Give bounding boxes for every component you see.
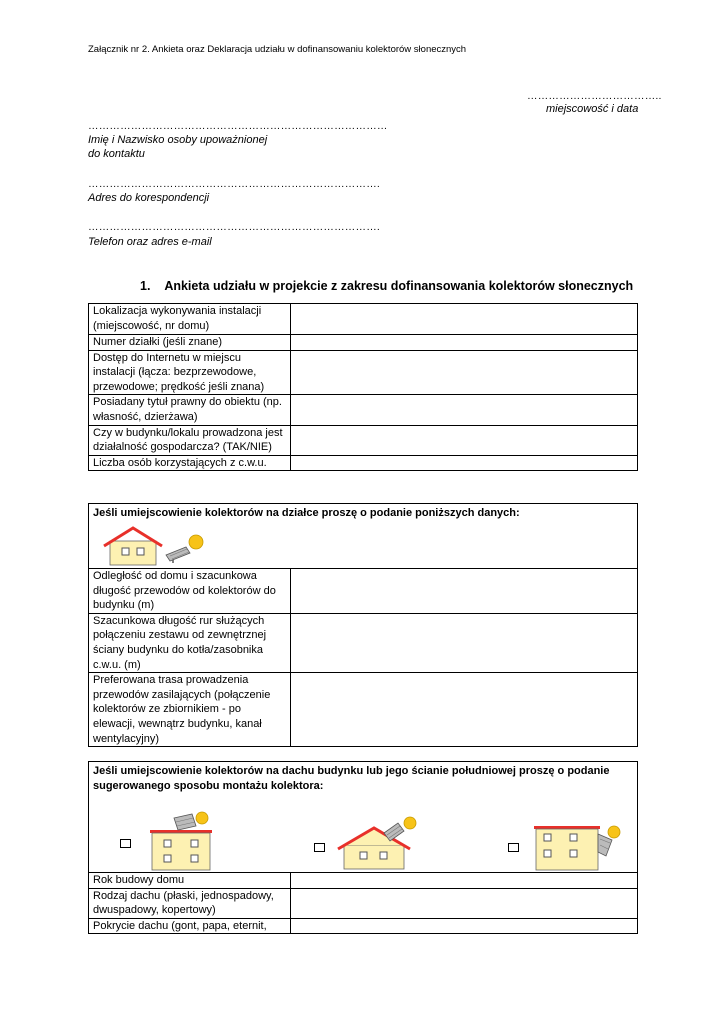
input-cell[interactable]: [291, 455, 638, 471]
table-row: [89, 888, 638, 918]
input-cell[interactable]: [291, 350, 638, 395]
plot-box-heading: Jeśli umiejscowienie kolektorów na działce proszę o podanie poniższych danych:: [93, 507, 520, 519]
contact-phone-dots: ……………………………………………………………………….: [88, 221, 381, 233]
row-label: Numer działki (jeśli znane): [89, 335, 291, 351]
house-with-ground-collector-icon: [100, 525, 212, 567]
row-label: Lokalizacja wykonywania instalacji (miejscowość, nr domu): [89, 304, 291, 335]
gable-roof-checkbox[interactable]: [314, 843, 325, 852]
house-wall-mount-icon: [530, 822, 622, 872]
table-row: [89, 569, 638, 614]
table-row: [89, 455, 638, 471]
input-cell[interactable]: [291, 918, 638, 934]
input-cell[interactable]: [291, 395, 638, 425]
table-row: [89, 335, 638, 351]
document-header: Załącznik nr 2. Ankieta oraz Deklaracja udziału w dofinansowaniu kolektorów słonecznych: [88, 44, 467, 55]
row-label: Pokrycie dachu (gont, papa, eternit,: [89, 918, 291, 934]
section-1-title: 1. Ankieta udziału w projekcie z zakresu dofinansowania kolektorów słonecznych: [140, 279, 634, 293]
input-cell[interactable]: [291, 613, 638, 672]
row-label: Czy w budynku/lokalu prowadzona jest działalność gospodarcza? (TAK/NIE): [89, 425, 291, 455]
table-row: [89, 350, 638, 395]
input-cell[interactable]: [291, 673, 638, 747]
table-row: [89, 304, 638, 335]
place-date-label: miejscowość i data: [546, 103, 639, 115]
table-row: [89, 918, 638, 934]
flat-roof-checkbox[interactable]: [120, 839, 131, 848]
contact-address-label: Adres do korespondencji: [88, 192, 210, 204]
input-cell[interactable]: [291, 425, 638, 455]
place-date-dots: ………………………………..: [527, 90, 662, 102]
row-label: Posiadany tytuł prawny do obiektu (np. własność, dzierżawa): [89, 395, 291, 425]
roof-table: [88, 872, 638, 934]
input-cell[interactable]: [291, 304, 638, 335]
table-row: [89, 395, 638, 425]
table-row: [89, 673, 638, 747]
house-gable-roof-icon: [334, 815, 422, 871]
table-row: [89, 613, 638, 672]
input-cell[interactable]: [291, 888, 638, 918]
row-label: Preferowana trasa prowadzenia przewodów zasilających (połączenie kolektorów ze zbiornikiem - po elewacji, wewnątrz budynku, kanał wentylacyjny): [89, 673, 291, 747]
row-label: Rodzaj dachu (płaski, jednospadowy, dwuspadowy, kopertowy): [89, 888, 291, 918]
table-row: [89, 873, 638, 889]
row-label: Dostęp do Internetu w miejscu instalacji (łącza: bezprzewodowe, przewodowe; prędkość jeśli znana): [89, 350, 291, 395]
input-cell[interactable]: [291, 335, 638, 351]
plot-table: [88, 568, 638, 747]
input-cell[interactable]: [291, 873, 638, 889]
wall-mount-checkbox[interactable]: [508, 843, 519, 852]
contact-name-label-1: Imię i Nazwisko osoby upoważnionej: [88, 134, 268, 146]
input-cell[interactable]: [291, 569, 638, 614]
row-label: Odległość od domu i szacunkowa długość przewodów od kolektorów do budynku (m): [89, 569, 291, 614]
table-row: [89, 425, 638, 455]
roof-box-heading: Jeśli umiejscowienie kolektorów na dachu budynku lub jego ścianie południowej proszę o podanie sugerowanego sposobu montażu kolektora:: [93, 765, 610, 792]
house-flat-roof-icon: [146, 810, 218, 872]
row-label: Rok budowy domu: [89, 873, 291, 889]
row-label: Szacunkowa długość rur służących połączeniu zestawu od zewnętrznej ściany budynku do kotła/zasobnika c.w.u. (m): [89, 613, 291, 672]
contact-name-dots: …………………………………………………………………………: [88, 120, 388, 132]
row-label: Liczba osób korzystających z c.w.u.: [89, 455, 291, 471]
survey-table: [88, 303, 638, 471]
contact-name-label-2: do kontaktu: [88, 148, 145, 160]
contact-address-dots: ……………………………………………………………………….: [88, 178, 381, 190]
contact-phone-label: Telefon oraz adres e-mail: [88, 236, 212, 248]
